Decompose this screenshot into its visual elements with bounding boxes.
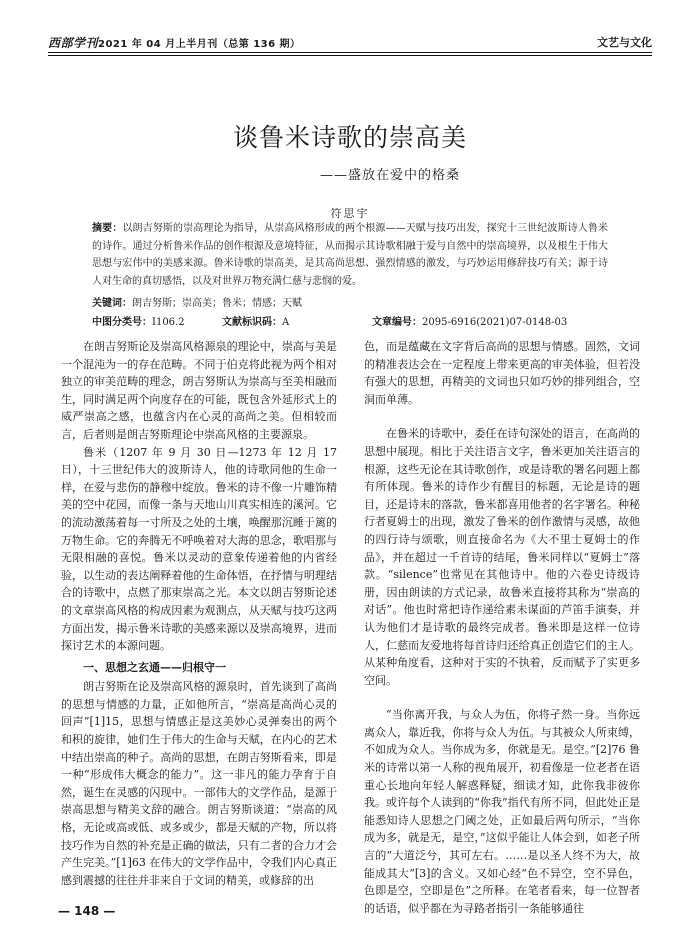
keywords	[92, 294, 608, 309]
abstract-text: 以朗吉努斯的崇高理论为指导，从崇高风格形成的两个根源——天赋与技巧出发，探究十三世纪波斯诗人鲁米的诗作。通过分析鲁米作品的创作根源及意境特征，从而揭示其诗歌相融于爱与自然中的崇高境界，以及根生于伟大思想与宏伟中的美感来源。鲁米诗歌的崇高美，是其高尚思想、强烈情感的激发，与巧妙运用修辞技巧有关；源于诗人对生命的真切感悟，以及对世界万物充满仁慈与悲悯的爱。	[92, 223, 609, 287]
journal-issue: 2021 年 04 月上半月刊（总第 136 期）	[98, 39, 301, 50]
section-heading: 一、思想之玄通——归根守一	[83, 660, 226, 674]
clc-label: 中图分类号：	[92, 317, 152, 328]
page-number: — 148 —	[58, 904, 116, 918]
clc-value: I106.2	[152, 317, 185, 328]
paragraph-gap	[364, 689, 640, 706]
journal-brand: 西部学刊	[48, 36, 99, 50]
paragraph: 色，而是蕴藏在文字背后高尚的思想与情感。固然，文词的精准表达会在一定程度上带来更高的审美体验，但若没有强大的思想，再精美的文词也只如巧妙的排列组合，空洞而单薄。	[364, 340, 640, 406]
doc-code-entry	[222, 313, 289, 328]
article-subtitle: ——盛放在爱中的格桑	[320, 168, 461, 183]
journal-info	[48, 34, 301, 51]
clc-entry	[92, 313, 185, 328]
paragraph: “当你离开我，与众人为伍，你将孑然一身。当你远离众人，靠近我，你将与众人为伍。与其被众人所束缚，不如成为众人。当你成为多，你就是无。是空。”[2]76 鲁米的诗常以第一人称的视角展开，初看像是一位老者在语重心长地向年轻人解惑释疑，细读才知，此你我非彼你我。或许每个人读到的“你我”指代有所不同，但此处正是能悉知诗人思想之门阈之处，正如最后两句所示，“当你成为多，就是无，是空，”这似乎能让人体会到，如老子所言的“大道泛兮，其可左右。……是以圣人终不为大，故能成其大”[3]的含义。又如心经“色不异空，空不异色，色即是空，空即是色”之所释。在笔者看来，每一位智者的话语，似乎都在为寻路者指引一条能够通往	[364, 708, 640, 915]
header-rule	[48, 52, 652, 53]
abstract-label: 摘要：	[92, 223, 123, 234]
article-author: 符思宇	[330, 207, 370, 220]
header-rule-thin	[48, 55, 652, 56]
paragraph: 在鲁米的诗歌中，委任在诗句深处的语言，在高尚的思想中展现。相比于关注语言文字，鲁米更加关注语言的根源，这些无论在其诗歌创作，或是诗歌的署名问题上都有所体现。鲁米的诗作少有醒目的标题，无论是诗的题目，还是诗末的落款，鲁米都喜用他者的名字署名。种秘行者夏姆士的出现，激发了鲁米的创作激情与灵感，故他的四行诗与颂歌，则直接命名为《大不里士夏姆士的作品》，并在超过一千首诗的结尾，鲁米同样以“夏姆士”落款。“silence”也常见在其他诗中。他的六卷史诗级诗册，因由朗读的方式记录，故鲁米直接将其称为“崇高的对话”。他也时常把诗作递给素未谋面的芦笛手演奏，并认为他们才是诗歌的最终完成者。鲁米即是这样一位诗人，仁慈而友爱地将每首诗归还给真正创造它们的主人。从某种角度看，这种对于实的不执着，反而赋予了实更多空间。	[364, 427, 640, 687]
article-no-label: 文章编号：	[372, 317, 422, 328]
article-no-entry	[372, 313, 567, 328]
column-name: 文艺与文化	[597, 36, 652, 49]
doc-code-value: A	[282, 317, 290, 328]
running-header	[48, 31, 652, 51]
body-column-right	[364, 338, 640, 917]
keywords-label: 关键词：	[92, 298, 132, 309]
paragraph: 朗吉努斯在论及崇高风格的源泉时，首先谈到了高尚的思想与情感的力量，正如他所言，“崇高是高尚心灵的回声”[1]15，思想与情感正是这美妙心灵弹奏出的两个和积的旋律，她们生于伟大的生命与天赋，在内心的艺术中结出崇高的种子。高尚的思想，在朗吉努斯看来，即是一种“形成伟大概念的能力”。这一非凡的能力孕育于自然，诞生在灵感的闪现中。一部伟大的文学作品，是源于崇高思想与精美文辞的融合。朗吉努斯谈道：“崇高的风格，无论或高或低、或多或少，都是天赋的产物，所以将技巧作为自然的补充是正确的做法，只有二者的合力才会产生完美。”[1]63 在伟大的文学作品中，令我们内心真正感到震撼的往往并非来自于文词的精美，或修辞的出	[61, 680, 337, 887]
paragraph-gap	[364, 408, 640, 425]
article-title: 谈鲁米诗歌的崇高美	[232, 123, 467, 152]
paragraph: 在朗吉努斯论及崇高风格源泉的理论中，崇高与美是一个混沌为一的存在范畴。不同于伯克将此视为两个相对独立的审美范畴的理念，朗吉努斯认为崇高与至美相融而生，同时满足两个向度存在的可能，既包含外延形式上的威严崇高之感，也蕴含内在心灵的高尚之美。但相较而言，后者则是朗吉努斯理论中崇高风格的主要源泉。	[61, 340, 337, 441]
abstract	[92, 220, 608, 290]
keywords-text: 朗吉努斯；崇高美；鲁米；情感；天赋	[132, 298, 302, 309]
body-column-left	[61, 338, 337, 889]
paragraph: 鲁米（1207 年 9 月 30 日—1273 年 12 月 17 日），十三世纪伟大的波斯诗人，他的诗歌同他的生命一样，在爱与悲伤的静穆中绽放。鲁米的诗不像一片雕饰精美的空中花园，而像一条与天地山川真实相连的溪河。它的流动激荡着每一寸所及之处的土壤，唤醒那沉睡于篱的万物生命。它的奔腾无不呼唤着对大海的思念，歌唱那与无限相融的喜悦。鲁米以灵动的意象传递着他的内省经验，以生动的表达阐释着他的生命体悟，在抒情与明理结合的诗歌中，点燃了那束崇高之光。本文以朗吉努斯论述的文章崇高风格的构成因素为观测点，从天赋与技巧这两方面出发，揭示鲁米诗歌的美感来源以及崇高境界，进而探讨艺术的本源问题。	[61, 445, 337, 653]
article-metadata	[92, 313, 608, 329]
doc-code-label: 文献标识码：	[222, 317, 282, 328]
article-no-value: 2095-6916(2021)07-0148-03	[422, 317, 568, 328]
